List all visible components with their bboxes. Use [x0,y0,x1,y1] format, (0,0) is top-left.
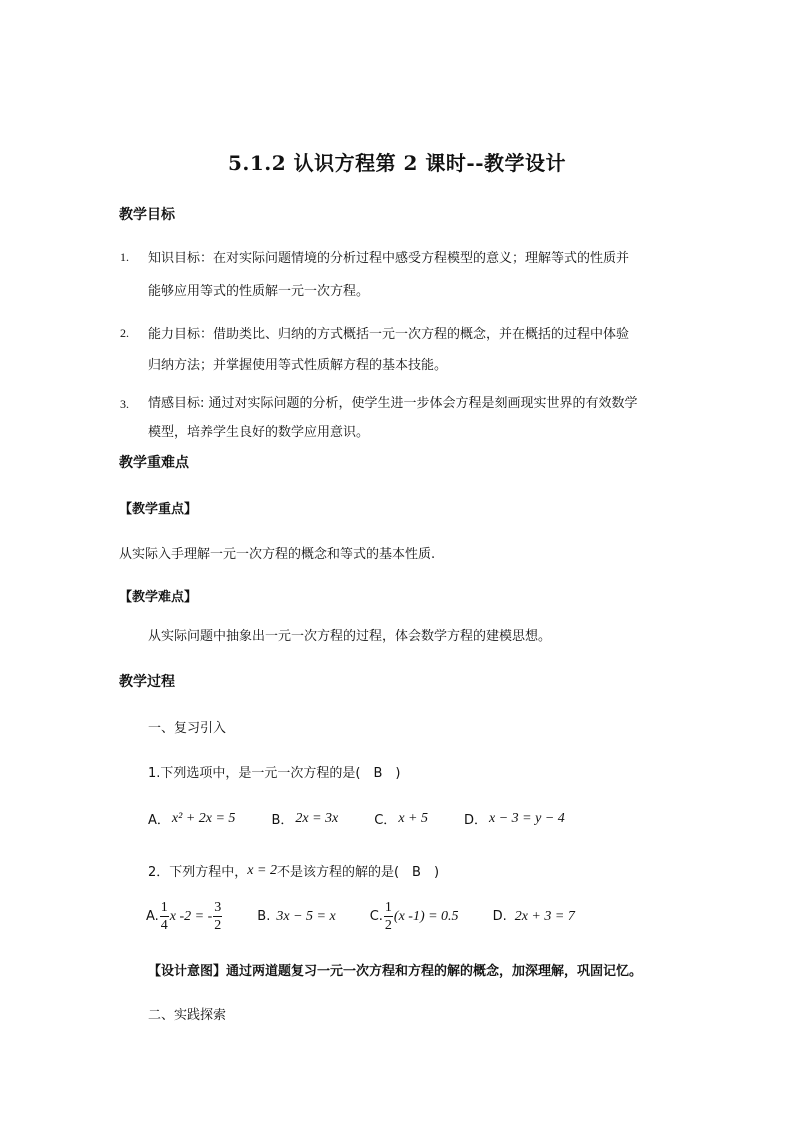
difficulty-text: 从实际问题中抽象出一元一次方程的过程，体会数学方程的建模思想。 [148,629,552,644]
goal-line: 归纳方法；并掌握使用等式性质解方程的基本技能。 [148,358,448,373]
goal-line: 能够应用等式的性质解一元一次方程。 [148,284,370,299]
option-a-label: A． [148,813,170,828]
question-1-stem: 1.下列选项中，是一元一次方程的是( B ) [148,766,401,781]
goal-line: 模型，培养学生良好的数学应用意识。 [148,425,370,440]
goal-number: 1. [120,250,129,264]
question-2-options [146,899,575,934]
question-2-stem-pre: 2．下列方程中， [148,865,248,880]
fraction-denominator: 2 [384,918,392,933]
option-b-math: 3x − 5 = x [276,908,336,924]
focus-label: 【教学重点】 [119,502,198,517]
goal-number: 2. [120,326,129,340]
design-intent: 【设计意图】通过两道题复习一元一次方程和方程的解的概念，加深理解，巩固记忆。 [148,964,643,979]
difficulty-label: 【教学难点】 [119,590,198,605]
fraction-denominator: 4 [160,918,168,933]
fraction-numerator: 1 [384,900,392,915]
fraction [384,899,393,934]
goal-number: 3. [120,397,129,411]
option-b-math: 2x = 3x [295,810,339,826]
option-c-label: C. [369,909,383,924]
option-b-label: B． [271,813,294,828]
option-c-math: x + 5 [398,810,428,826]
fraction [213,899,222,934]
goal-line: 情感目标: 通过对实际问题的分析，使学生进一步体会方程是刻画现实世界的有效数学 [148,396,638,411]
question-2-stem [148,861,439,880]
option-a-math: x -2 = - [169,908,213,924]
focus-text: 从实际入手理解一元一次方程的概念和等式的基本性质. [119,547,436,562]
question-1-options [148,809,565,828]
section-heading-goals: 教学目标 [119,207,175,223]
page-title: 5.1.2 认识方程第 2 课时--教学设计 [227,151,567,175]
option-d-math: 2x + 3 = 7 [514,908,575,924]
goal-line: 知识目标：在对实际问题情境的分析过程中感受方程模型的意义；理解等式的性质并 [148,251,630,266]
option-a-label: A. [146,909,159,924]
question-2-stem-post: 不是该方程的解的是( B ) [276,865,440,880]
option-c-math: (x -1) = 0.5 [393,908,459,924]
section-heading-process: 教学过程 [119,674,175,690]
fraction-numerator: 1 [160,900,168,915]
fraction-numerator: 3 [214,900,222,915]
question-2-stem-math: x = 2 [247,862,277,878]
subsection-practice: 二、实践探索 [148,1008,227,1023]
subsection-review: 一、复习引入 [148,721,227,736]
fraction [160,899,169,934]
option-c-label: C． [374,813,397,828]
goal-line: 能力目标：借助类比、归纳的方式概括一元一次方程的概念，并在概括的过程中体验 [148,327,630,342]
option-b-label: B. [257,909,271,924]
section-heading-keypoints: 教学重难点 [119,455,189,471]
option-d-label: D． [463,813,487,828]
option-a-math: x² + 2x = 5 [171,810,236,826]
option-d-math: x − 3 = y − 4 [489,810,565,826]
option-d-label: D. [492,909,507,924]
fraction-denominator: 2 [214,918,222,933]
